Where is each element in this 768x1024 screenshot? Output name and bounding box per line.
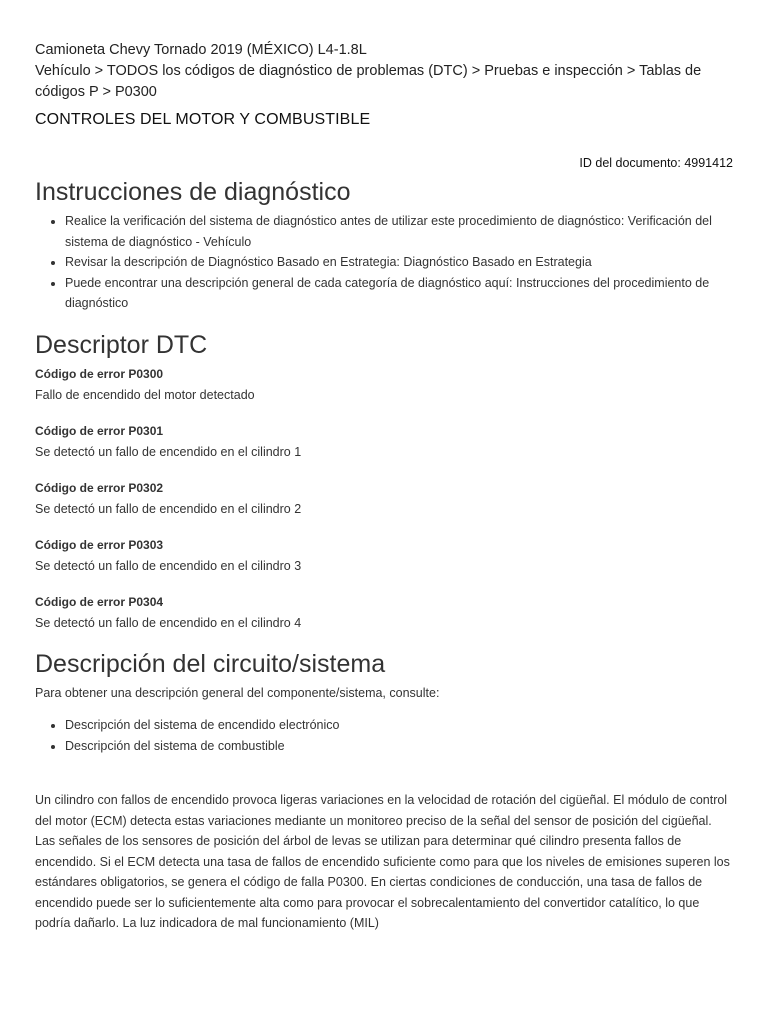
dtc-entry: [35, 364, 733, 406]
dtc-description: Se detectó un fallo de encendido en el cilindro 1: [35, 444, 302, 459]
dtc-description: Se detectó un fallo de encendido en el cilindro 3: [35, 558, 302, 573]
circuit-item[interactable]: • Descripción del sistema de combustible: [65, 736, 733, 757]
dtc-description: Se detectó un fallo de encendido en el cilindro 2: [35, 501, 302, 516]
instruction-item[interactable]: • Puede encontrar una descripción general de cada categoría de diagnóstico aquí: Instrucciones del procedimiento de diagnóstico: [65, 273, 733, 314]
dtc-entry: [35, 421, 733, 463]
dtc-code: Código de error P0302: [35, 480, 164, 495]
circuit-body: Un cilindro con fallos de encendido provoca ligeras variaciones en la velocidad de rotación del cigüeñal. El módulo de control del motor (ECM) detecta estas variaciones mediante un monitoreo preciso de la señal del sensor de posición del cigüeñal. Las señales de los sensores de posición del árbol de levas se utilizan para determinar qué cilindro presenta fallos de encendido. Si el ECM detecta una tasa de fallos de encendido suficiente como para que los niveles de emisiones superen los estándares obligatorios, se genera el código de falla P0300. En ciertas condiciones de conducción, una tasa de fallos de encendido puede ser lo suficientemente alta como para provocar el sobrecalentamiento del convertidor catalítico, lo que podría dañarlo. La luz indicadora de mal funcionamiento (MIL): [35, 793, 730, 930]
document-page: [35, 40, 733, 934]
instructions-heading: Instrucciones de diagnóstico: [35, 178, 351, 206]
dtc-code: Código de error P0300: [35, 366, 164, 381]
circuit-intro: Para obtener una descripción general del componente/sistema, consulte:: [35, 685, 440, 700]
dtc-code: Código de error P0304: [35, 594, 164, 609]
document-id: ID del documento: 4991412: [579, 156, 733, 170]
dtc-code: Código de error P0301: [35, 423, 164, 438]
vehicle-title: Camioneta Chevy Tornado 2019 (MÉXICO) L4-1.8L: [35, 42, 367, 58]
breadcrumb[interactable]: Vehículo > TODOS los códigos de diagnóstico de problemas (DTC) > Pruebas e inspección > Tablas de códigos P > P0300: [35, 63, 702, 100]
dtc-list: [35, 364, 733, 634]
dtc-code: Código de error P0303: [35, 537, 164, 552]
circuit-heading: Descripción del circuito/sistema: [35, 649, 386, 678]
dtc-entry: [35, 592, 733, 634]
dtc-entry: [35, 478, 733, 520]
dtc-description: Se detectó un fallo de encendido en el cilindro 4: [35, 615, 302, 630]
instructions-list: [35, 211, 733, 314]
dtc-heading: Descriptor DTC: [35, 330, 208, 359]
instruction-item[interactable]: • Revisar la descripción de Diagnóstico Basado en Estrategia: Diagnóstico Basado en Estrategia: [65, 252, 733, 273]
section-label: CONTROLES DEL MOTOR Y COMBUSTIBLE: [35, 111, 371, 128]
dtc-entry: [35, 535, 733, 577]
dtc-description: Fallo de encendido del motor detectado: [35, 387, 255, 402]
circuit-list: [35, 715, 733, 756]
circuit-item[interactable]: • Descripción del sistema de encendido electrónico: [65, 715, 733, 736]
instruction-item[interactable]: • Realice la verificación del sistema de diagnóstico antes de utilizar este procedimiento de diagnóstico: Verificación del sistema de diagnóstico - Vehículo: [65, 211, 733, 252]
